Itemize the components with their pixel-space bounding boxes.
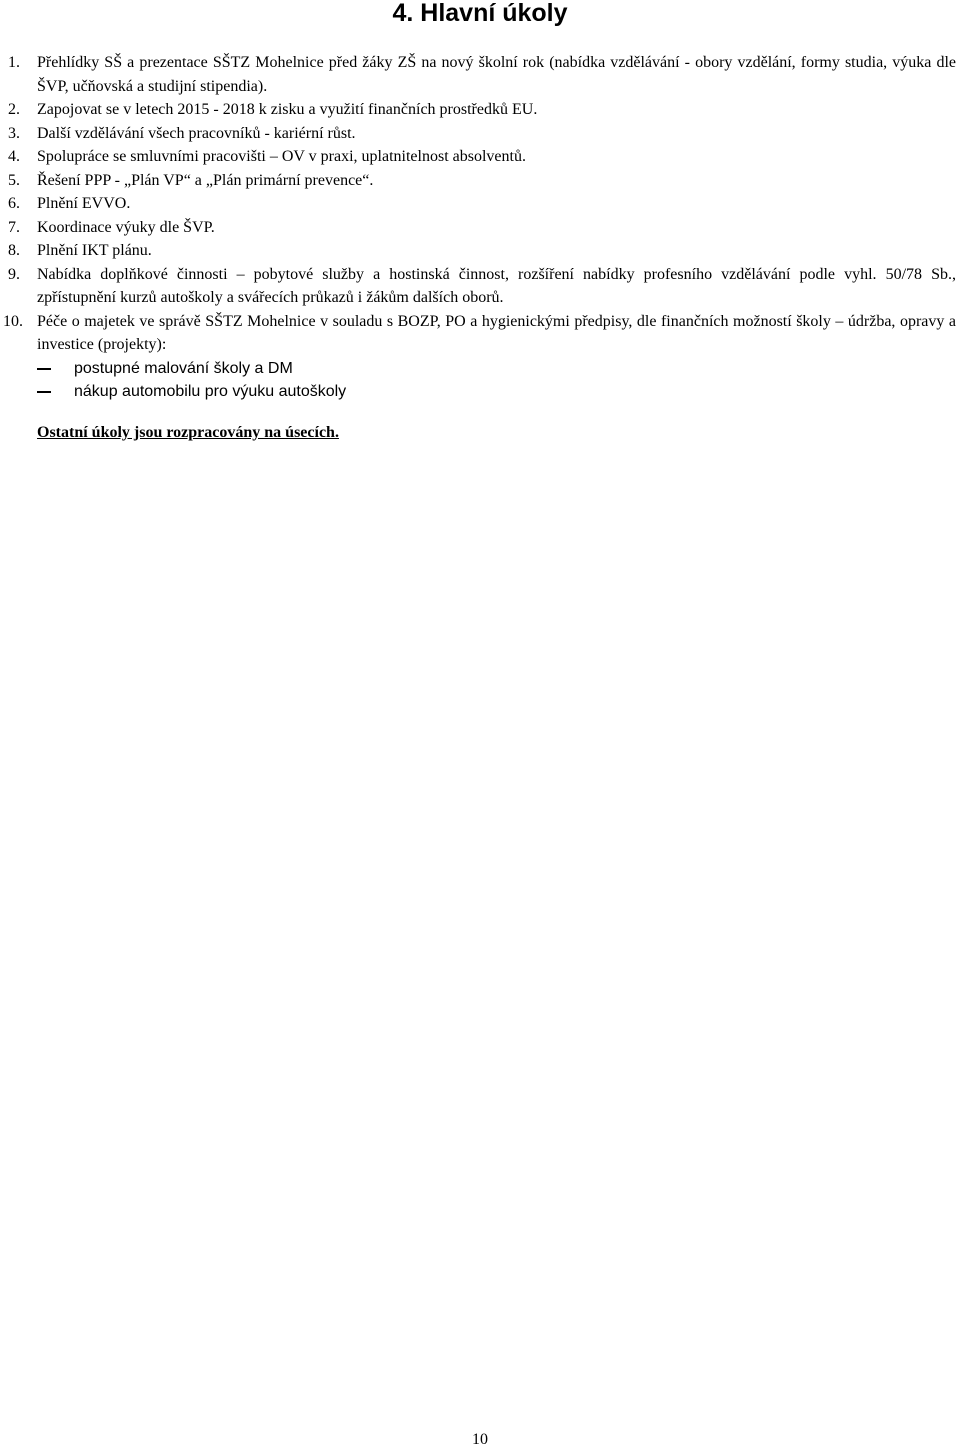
item-number: 10.: [3, 312, 23, 330]
item-text: Řešení PPP - „Plán VP“ a „Plán primární prevence“.: [37, 171, 374, 189]
item-number: 6.: [8, 195, 20, 212]
list-item: [0, 122, 960, 146]
item-number: 8.: [8, 242, 20, 259]
item-text: Péče o majetek ve správě SŠTZ Mohelnice v souladu s BOZP, PO a hygienickými předpisy, dle finančních možností školy – údržba, opravy a investice (projekty):: [37, 312, 956, 353]
list-item: [0, 310, 960, 404]
page-number: 10: [472, 1431, 488, 1448]
list-item: [0, 216, 960, 240]
sub-item-text: nákup automobilu pro výuku autoškoly: [74, 383, 347, 400]
item-number: 2.: [8, 101, 20, 118]
item-number: 4.: [8, 148, 20, 165]
item-number: 7.: [8, 218, 20, 236]
list-item: [0, 98, 960, 122]
list-item: [0, 263, 960, 310]
item-text: Nabídka doplňkové činnosti – pobytové služby a hostinská činnost, rozšíření nabídky profesního vzdělávání podle vyhl. 50/78 Sb., zpřístupnění kurzů autoškoly a svářecích průkazů i žákům dalších oborů.: [37, 265, 956, 306]
sub-item-text: postupné malování školy a DM: [74, 359, 293, 377]
item-number: 9.: [8, 265, 20, 283]
list-item: [0, 145, 960, 169]
list-item: [0, 192, 960, 216]
dash-bullet-icon: [37, 368, 51, 370]
main-task-list: [0, 51, 960, 404]
item-number: 5.: [8, 171, 20, 189]
page-title: 4. Hlavní úkoly: [392, 0, 568, 27]
sub-list-item: [0, 380, 956, 404]
dash-bullet-icon: [37, 391, 51, 393]
sub-list-item: [0, 357, 956, 381]
item-text: Koordinace výuky dle ŠVP.: [37, 218, 215, 236]
item-text: Plnění EVVO.: [37, 195, 131, 212]
list-item: [0, 239, 960, 263]
item-text: Zapojovat se v letech 2015 - 2018 k zisku a využití finančních prostředků EU.: [37, 101, 538, 118]
sublist: [37, 357, 956, 404]
list-item: [0, 51, 960, 98]
item-number: 1.: [8, 54, 20, 71]
footer-note: Ostatní úkoly jsou rozpracovány na úsecích.: [37, 424, 339, 441]
item-text: Další vzdělávání všech pracovníků - kariérní růst.: [37, 124, 356, 142]
item-text: Přehlídky SŠ a prezentace SŠTZ Mohelnice před žáky ZŠ na nový školní rok (nabídka vzdělávání - obory vzdělání, formy studia, výuka dle ŠVP, učňovská a studijní stipendia).: [37, 54, 956, 95]
item-number: 3.: [8, 124, 20, 142]
item-text: Spolupráce se smluvními pracovišti – OV v praxi, uplatnitelnost absolventů.: [37, 148, 526, 165]
list-item: [0, 169, 960, 193]
item-text: Plnění IKT plánu.: [37, 242, 152, 259]
